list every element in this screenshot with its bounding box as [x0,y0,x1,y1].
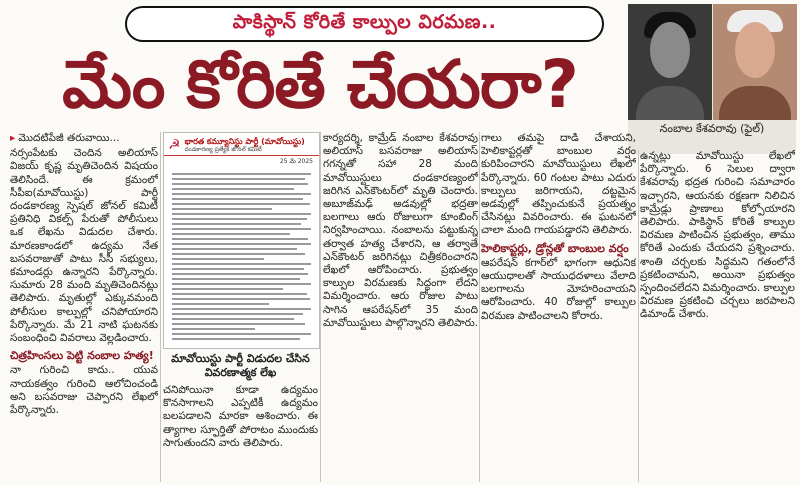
letter-text-line [172,313,303,315]
portrait-photo-young [628,4,712,120]
column-divider [638,150,639,482]
letter-text-line [172,233,290,235]
article-column-4 [481,132,636,482]
column-3-text: కార్యదర్శి, కామ్రేడ్ నంబాల కేశవరావు అలియాస్ బసవరాజు అలియాస్ గగన్నతో సహా 28 మంది మావోయిస్టులు దండకారణ్యంలో జరిగిన ఎన్‌కౌంటర్‌లో మృతి చెందారు. అబూజ్‌మఢ్ అడవుల్లో భద్రతా బలగాలు ఆరు రోజులుగా కూంబింగ్ నిర్వహించాయి. నంబాలను పట్టుకున్న తర్వాత హత్య చేశారని, ఆ తర్వాతే ఎన్‌కౌంటర్ జరిగినట్లు చిత్రీకరించారని లేఖలో ఆరోపించారు. ప్రభుత్వం కాల్పుల విరమణకు సిద్ధంగా లేదని విమర్శించారు. ఆరు రోజుల పాటు సాగిన ఆపరేషన్‌లో 35 మంది మావోయిస్టులు పాల్గొన్నారని తెలిపారు. [323,132,478,329]
letter-text-line [172,228,311,230]
letter-text-line [172,323,305,325]
face-shape [650,22,690,78]
letter-text-line [172,253,305,255]
letter-caption: మావోయిస్టు పార్టీ విడుదల చేసిన వివరణాత్మక లేఖ [171,352,310,379]
letter-header [164,133,319,156]
letter-text-line [172,213,311,215]
letter-text-line [172,318,294,320]
letter-text-line [172,223,301,225]
body-shape [636,86,704,120]
column-divider [160,132,161,482]
column-1-subhead: చిత్రహింసలు పెట్టి నంబాల హత్య! [10,349,154,363]
lead-text: మొదటిపేజీ తరువాయి... [18,132,120,144]
letter-text-line [172,283,311,285]
column-divider [320,132,321,482]
letter-image [163,132,320,349]
column-4-text: గాలు తమపై దాడి చేశాయని, హెలికాప్టర్లతో బాంబుల వర్షం కురిపించారని మావోయిస్టులు లేఖలో పేర్కొన్నారు. 60 గంటల పాటు ఎదురు కాల్పులు జరిగాయని, దట్టమైన అడవుల్లో తప్పించుకునే ప్రయత్నం చేసినట్లు వివరించారు. ఈ ఘటనలో చాలా మంది గాయపడ్డారని తెలిపారు. [481,132,636,237]
letter-text-line [172,338,300,340]
column-4-subhead: హెలికాప్టర్లు, డ్రోన్లతో బాంబుల వర్షం [481,241,629,255]
letter-text-line [172,273,308,275]
column-1-paragraph: నర్సంపేటకు చెందిన అలియాస్ విజయ్ కృష్ణ మృతిచెందిన విషయం తెలిసిందే. ఈ క్రమంలో సీపీఐ(మావోయిస్టు) పార్టీ దండకారణ్య స్పెషల్ జోనల్ కమిటీ ప్రతినిధి వికల్ప్ పేరుతో పోలీసులు ఒక లేఖను విడుదల చేశారు. మారణకాండలో ఉద్యమ నేత బసవరాజుతో పాటు సీసీ సభ్యులు, కమాండర్లు ఉన్నారని పేర్కొన్నారు. సుమారు 28 మంది మృతిచెందినట్లు తెలిపారు. మృతుల్లో ఎక్కువమంది పోలీసుల కాల్పుల్లో చనిపోయారని పేర్కొన్నారు. మే 21 నాటి ఘటనకు సంబంధించి వివరాలు వెల్లడించారు. [10,147,158,345]
headline-kicker: పాకిస్థాన్ కోరితే కాల్పుల విరమణ.. [125,6,604,42]
letter-text-line [172,198,303,200]
letter-subtitle: దండకారణ్య ప్రత్యేక జోనల్ కమిటీ [184,146,262,153]
letter-text-line [172,298,310,300]
letter-text-line [172,258,264,260]
article-column-1 [10,132,158,482]
letter-body-lines [172,173,311,343]
letter-text-line [172,268,304,270]
letter-title: భారత కమ్యూనిస్టు పార్టీ (మావోయిస్టు) [184,137,305,146]
letter-text-line [172,333,311,335]
letter-text-line [172,288,283,290]
portrait-photo-older [713,4,797,120]
letter-text-line [172,243,311,245]
letter-text-line [172,328,255,330]
letter-date: 25 మే 2025 [279,158,313,165]
letter-text-line [172,278,300,280]
face-shape [735,22,775,78]
letter-text-line [172,183,308,185]
article-column-2: చనిపోయినా కూడా ఉద్యమం కొనసాగాలని ఎప్పటికీ ఉద్యమం బలపడాలని మారకా ఆశించారు. ఈ త్యాగాల స్ఫూర్తితో పోరాటం ముందుకు సాగుతుందని వారు తెలిపారు. [163,384,318,449]
letter-text-line [172,218,307,220]
column-4-after-sub: ఆపరేషన్ కగార్‌లో భాగంగా ఆధునిక ఆయుధాలతో సాయుధదళాలు వేలాది బలగాలను మోహరించాయని ఆరోపించారు. 40 రోజుల్లో కాల్పుల విరమణ పాటించాలని కోరారు. [481,256,636,322]
letter-text-line [172,208,272,210]
letter-text-line [172,293,307,295]
letter-text-line [172,203,310,205]
letter-text-line [172,308,311,310]
column-5-text: ఉన్నట్లు మావోయిస్టు లేఖలో పేర్కొన్నారు. 6 సెలుల ద్వారా కేశవరావు భద్రత గురించి సమాచారం ఇచ్చారని, ఆయనకు రక్షణగా నిలిచిన కామ్రేడ్లు ప్రాణాలు కోల్పోయారని తెలిపారు. పాకిస్థాన్ కోరితే కాల్పుల విరమణ పాటించిన ప్రభుత్వం, తాము కోరితే ఎందుకు చేయదని ప్రశ్నించారు. శాంతి చర్చలకు సిద్ధమని గతంలోనే ప్రకటించామని, అయినా ప్రభుత్వం స్పందించలేదని విమర్శించారు. కాల్పుల విరమణ ప్రకటించి చర్చలు జరపాలని డిమాండ్ చేశారు. [640,150,795,321]
letter-text-line [172,178,305,180]
article-column-5 [640,150,795,480]
article-column-3 [323,132,478,482]
letter-text-line [172,248,297,250]
column-1-after-sub: నా గురించి కాదు.. యువ నాయకత్వం గురించి ఆలోచించండి అని బసవరాజు చెప్పారని లేఖలో పేర్కొన్నారు. [10,364,158,417]
hammer-sickle-icon: ☭ [168,137,181,153]
letter-text-line [172,238,308,240]
letter-text-line [172,263,311,265]
letter-heading-block [185,137,305,153]
letter-text-line [172,173,311,175]
column-divider [479,132,480,482]
column-1-lead [10,132,158,145]
main-headline: మేం కోరితే చేయరా? [62,45,578,123]
lead-marker-icon: ▸ [10,132,16,144]
letter-text-line [172,188,294,190]
photo-caption: నంబాల కేశవరావు (ఫైల్) [659,122,765,135]
photo-panel [628,4,796,154]
letter-text-line [172,193,311,195]
letter-text-line [172,303,269,305]
body-shape [719,86,791,120]
